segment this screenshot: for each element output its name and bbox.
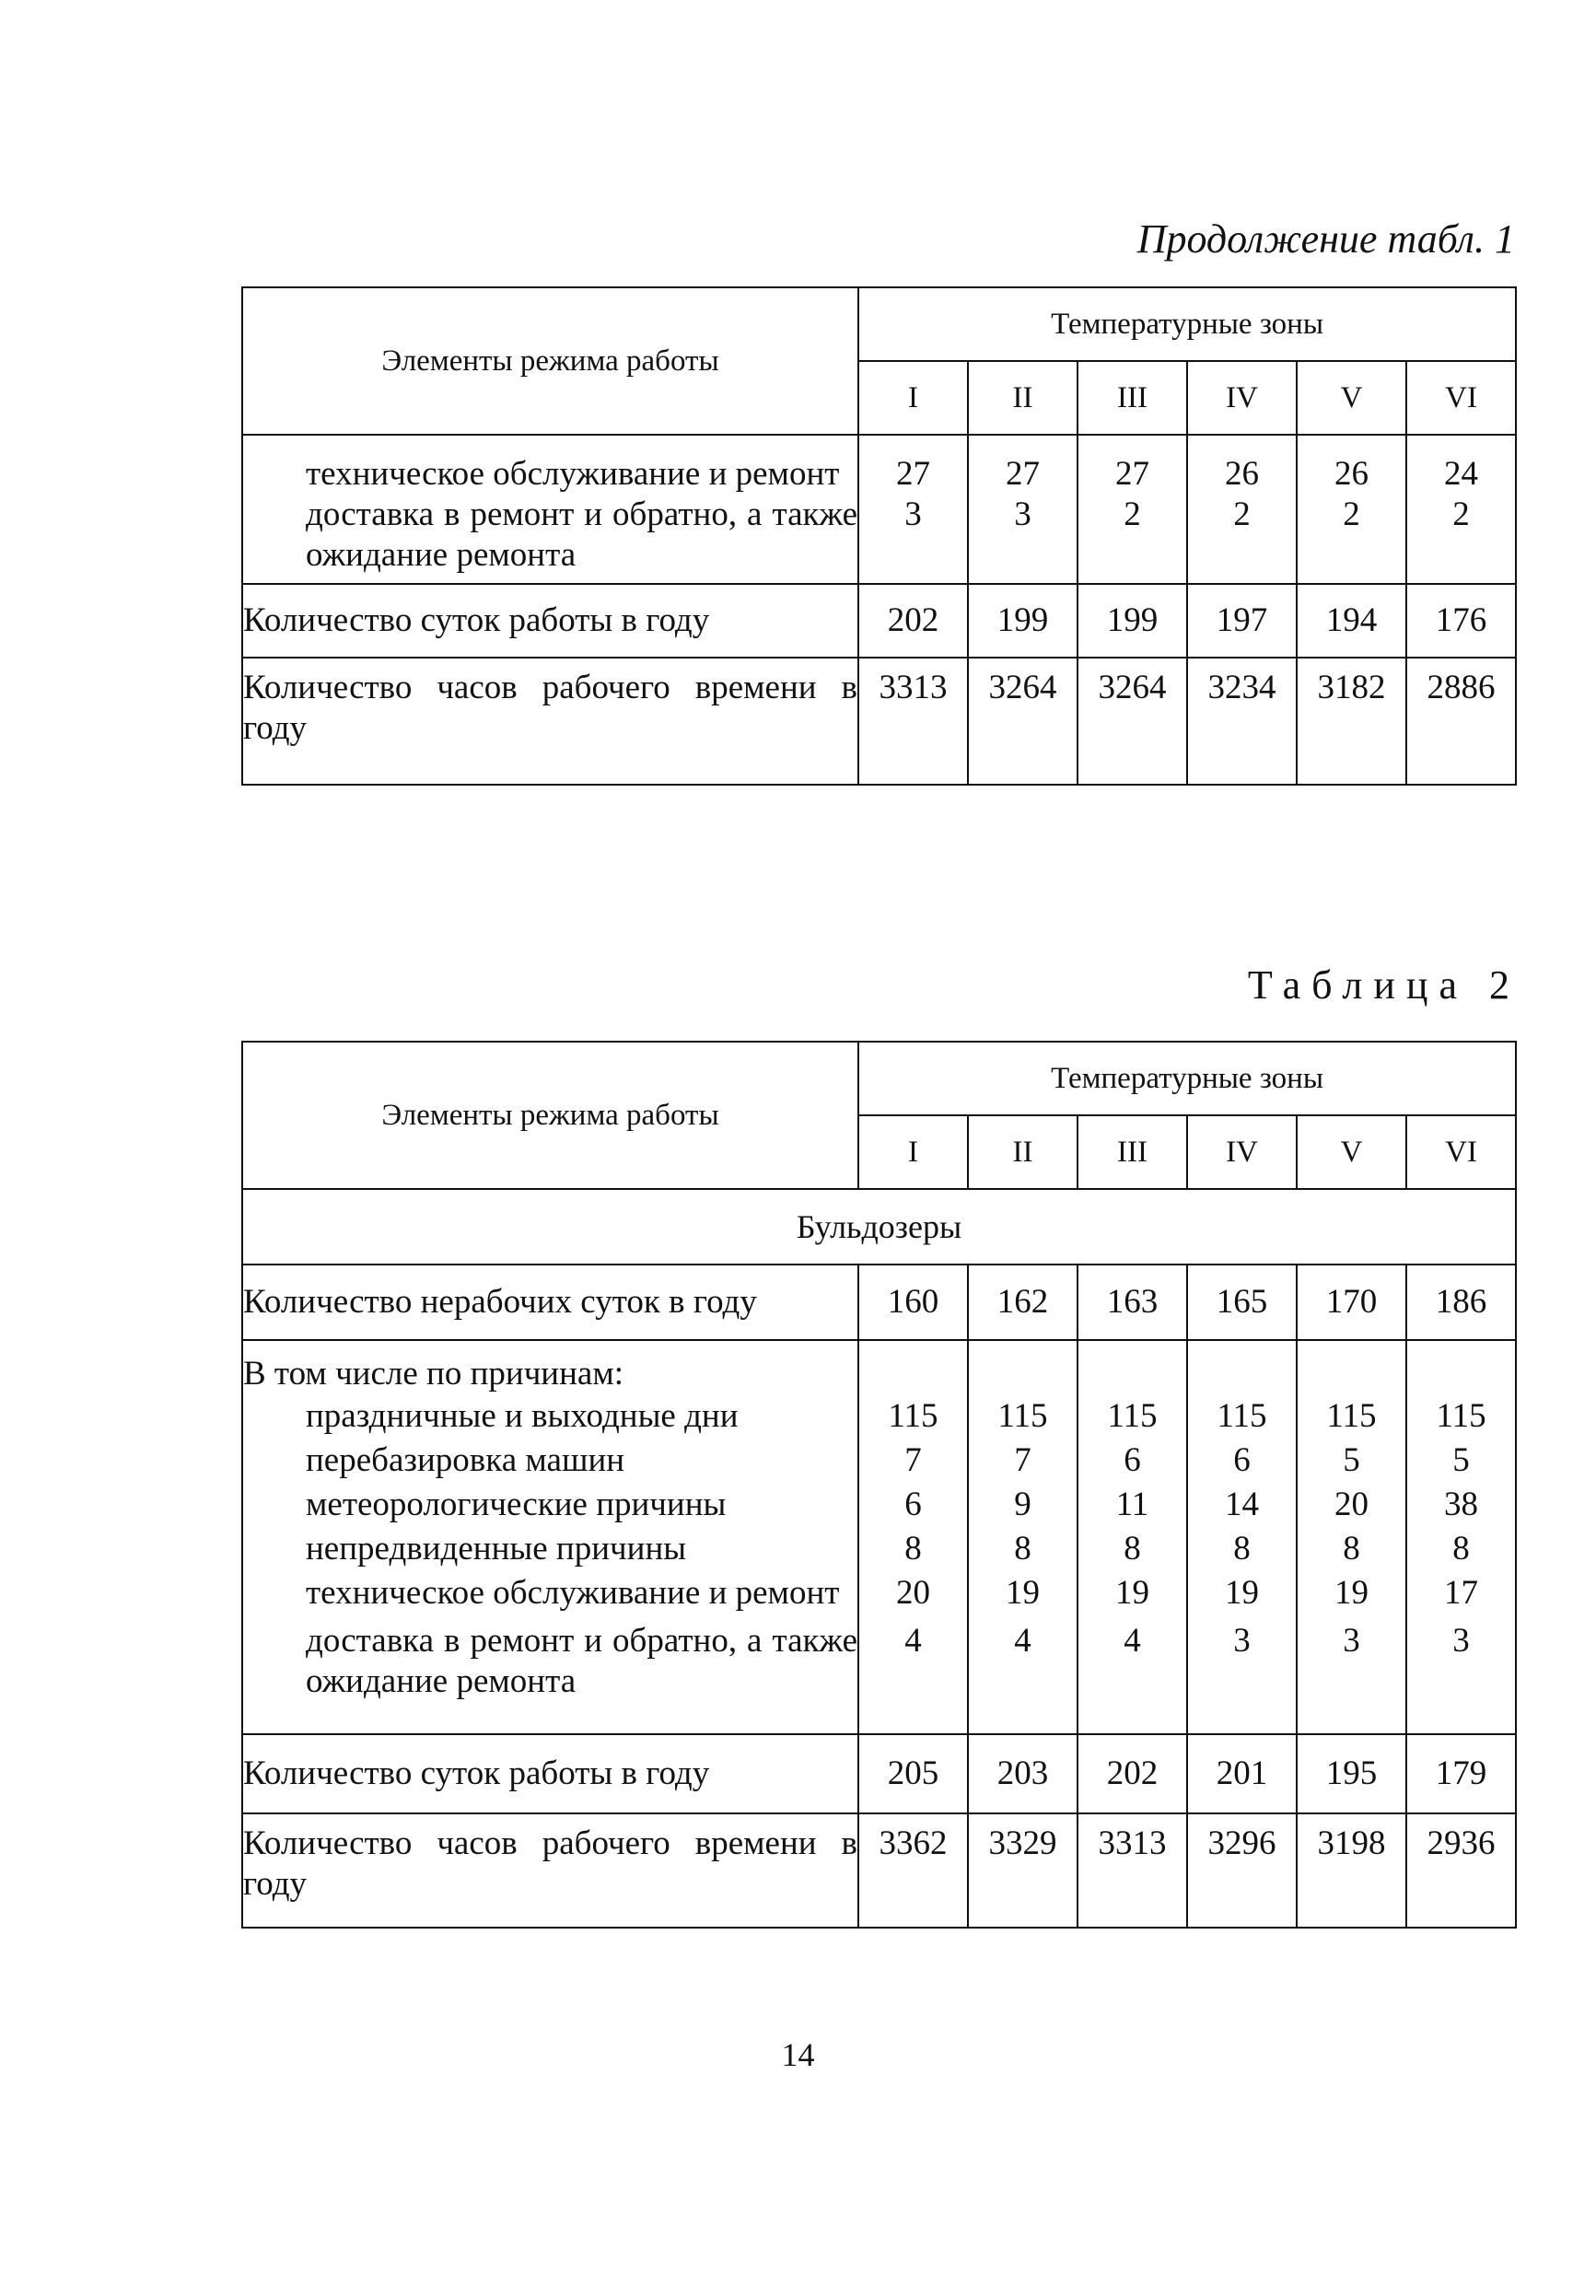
cell-value: 4 [1078,1615,1187,1734]
cell-value: 162 [968,1265,1078,1340]
row-label: техническое обслуживание и ремонт [242,1571,858,1615]
zone-header: II [968,361,1078,435]
cell-value: 17 [1406,1571,1516,1615]
cell-value: 197 [1187,584,1297,658]
table-row [242,1615,1516,1734]
cell-value: 11 [1078,1483,1187,1527]
zone-header: I [858,361,968,435]
table-row [242,1439,1516,1483]
header-label: Элементы режима работы [242,287,858,435]
zone-header: VI [1406,361,1516,435]
table-row [242,435,1516,495]
cell-value: 165 [1187,1265,1297,1340]
cell-value: 199 [1078,584,1187,658]
row-label: техническое обслуживание и ремонт [242,435,858,495]
cell-value: 14 [1187,1483,1297,1527]
row-label: доставка в ремонт и обратно, а также ожидание ремонта [242,495,858,584]
table-row [242,1340,1516,1394]
table2 [241,1041,1517,1929]
row-label: Количество суток работы в году [242,1734,858,1813]
cell-value: 2936 [1406,1813,1516,1928]
cell-value: 3182 [1297,658,1406,785]
table-row [242,1571,1516,1615]
cell-value: 3296 [1187,1813,1297,1928]
zone-header: I [858,1115,968,1189]
cell-value: 176 [1406,584,1516,658]
header-zones-title: Температурные зоны [858,287,1516,361]
header-zones-title: Температурные зоны [858,1042,1516,1115]
cell-value: 3264 [968,658,1078,785]
cell-value: 203 [968,1734,1078,1813]
row-label: доставка в ремонт и обратно, а также ожидание ремонта [242,1615,858,1734]
table-row [242,1265,1516,1340]
cell-value: 115 [1187,1394,1297,1439]
cell-value: 8 [1406,1527,1516,1571]
cell-value: 26 [1187,435,1297,495]
cell-value: 115 [1297,1394,1406,1439]
cell-value: 27 [858,435,968,495]
cell-value: 4 [858,1615,968,1734]
empty-cell [1078,1340,1187,1394]
table-row [242,1394,1516,1439]
row-label: Количество суток работы в году [242,584,858,658]
table-row [242,1813,1516,1928]
cell-value: 8 [1297,1527,1406,1571]
row-label: перебазировка машин [242,1439,858,1483]
row-label: Количество часов рабочего времени в году [242,658,858,785]
row-label: Количество нерабочих суток в году [242,1265,858,1340]
cell-value: 2886 [1406,658,1516,785]
cell-value: 19 [1297,1571,1406,1615]
cell-value: 115 [1406,1394,1516,1439]
table2-caption: Таблица 2 [1247,962,1520,1008]
cell-value: 8 [858,1527,968,1571]
cell-value: 115 [858,1394,968,1439]
cell-value: 20 [1297,1483,1406,1527]
empty-cell [1297,1340,1406,1394]
zone-header: II [968,1115,1078,1189]
section-title: Бульдозеры [242,1189,1516,1265]
cell-value: 9 [968,1483,1078,1527]
cell-value: 179 [1406,1734,1516,1813]
row-label: метеорологические причины [242,1483,858,1527]
cell-value: 202 [1078,1734,1187,1813]
cell-value: 170 [1297,1265,1406,1340]
cell-value: 8 [1187,1527,1297,1571]
cell-value: 186 [1406,1265,1516,1340]
cell-value: 3 [858,495,968,584]
cell-value: 195 [1297,1734,1406,1813]
cell-value: 199 [968,584,1078,658]
zone-header: III [1078,1115,1187,1189]
cell-value: 19 [1078,1571,1187,1615]
section-row [242,1189,1516,1265]
cell-value: 201 [1187,1734,1297,1813]
cell-value: 26 [1297,435,1406,495]
cell-value: 3313 [858,658,968,785]
cell-value: 3234 [1187,658,1297,785]
cell-value: 20 [858,1571,968,1615]
cell-value: 3329 [968,1813,1078,1928]
zone-header: IV [1187,361,1297,435]
cell-value: 4 [968,1615,1078,1734]
cell-value: 19 [968,1571,1078,1615]
cell-value: 3362 [858,1813,968,1928]
row-label: Количество часов рабочего времени в году [242,1813,858,1928]
cell-value: 3 [1187,1615,1297,1734]
cell-value: 3198 [1297,1813,1406,1928]
empty-cell [1406,1340,1516,1394]
cell-value: 3264 [1078,658,1187,785]
cell-value: 6 [1078,1439,1187,1483]
zone-header: VI [1406,1115,1516,1189]
zone-header: V [1297,1115,1406,1189]
reasons-title: В том числе по причинам: [242,1340,858,1394]
cell-value: 5 [1406,1439,1516,1483]
table-row [242,1483,1516,1527]
cell-value: 24 [1406,435,1516,495]
cell-value: 8 [1078,1527,1187,1571]
zone-header: IV [1187,1115,1297,1189]
cell-value: 27 [968,435,1078,495]
page-number: 14 [781,2036,815,2073]
cell-value: 202 [858,584,968,658]
zone-header: V [1297,361,1406,435]
cell-value: 7 [858,1439,968,1483]
cell-value: 2 [1187,495,1297,584]
cell-value: 3313 [1078,1813,1187,1928]
empty-cell [1187,1340,1297,1394]
table-row [242,658,1516,785]
cell-value: 6 [1187,1439,1297,1483]
cell-value: 115 [968,1394,1078,1439]
cell-value: 160 [858,1265,968,1340]
cell-value: 194 [1297,584,1406,658]
header-label: Элементы режима работы [242,1042,858,1189]
zone-header: III [1078,361,1187,435]
cell-value: 2 [1406,495,1516,584]
cell-value: 3 [1297,1615,1406,1734]
cell-value: 6 [858,1483,968,1527]
cell-value: 38 [1406,1483,1516,1527]
cell-value: 19 [1187,1571,1297,1615]
row-label: праздничные и выходные дни [242,1394,858,1439]
cell-value: 5 [1297,1439,1406,1483]
cell-value: 115 [1078,1394,1187,1439]
cell-value: 3 [1406,1615,1516,1734]
cell-value: 8 [968,1527,1078,1571]
cell-value: 3 [968,495,1078,584]
cell-value: 2 [1297,495,1406,584]
cell-value: 205 [858,1734,968,1813]
cell-value: 163 [1078,1265,1187,1340]
empty-cell [858,1340,968,1394]
empty-cell [968,1340,1078,1394]
table-row [242,584,1516,658]
table-row [242,1734,1516,1813]
cell-value: 2 [1078,495,1187,584]
cell-value: 7 [968,1439,1078,1483]
row-label: непредвиденные причины [242,1527,858,1571]
table1 [241,286,1517,786]
table1-caption: Продолжение табл. 1 [1136,216,1515,262]
cell-value: 27 [1078,435,1187,495]
table-row [242,495,1516,584]
table-row [242,1527,1516,1571]
